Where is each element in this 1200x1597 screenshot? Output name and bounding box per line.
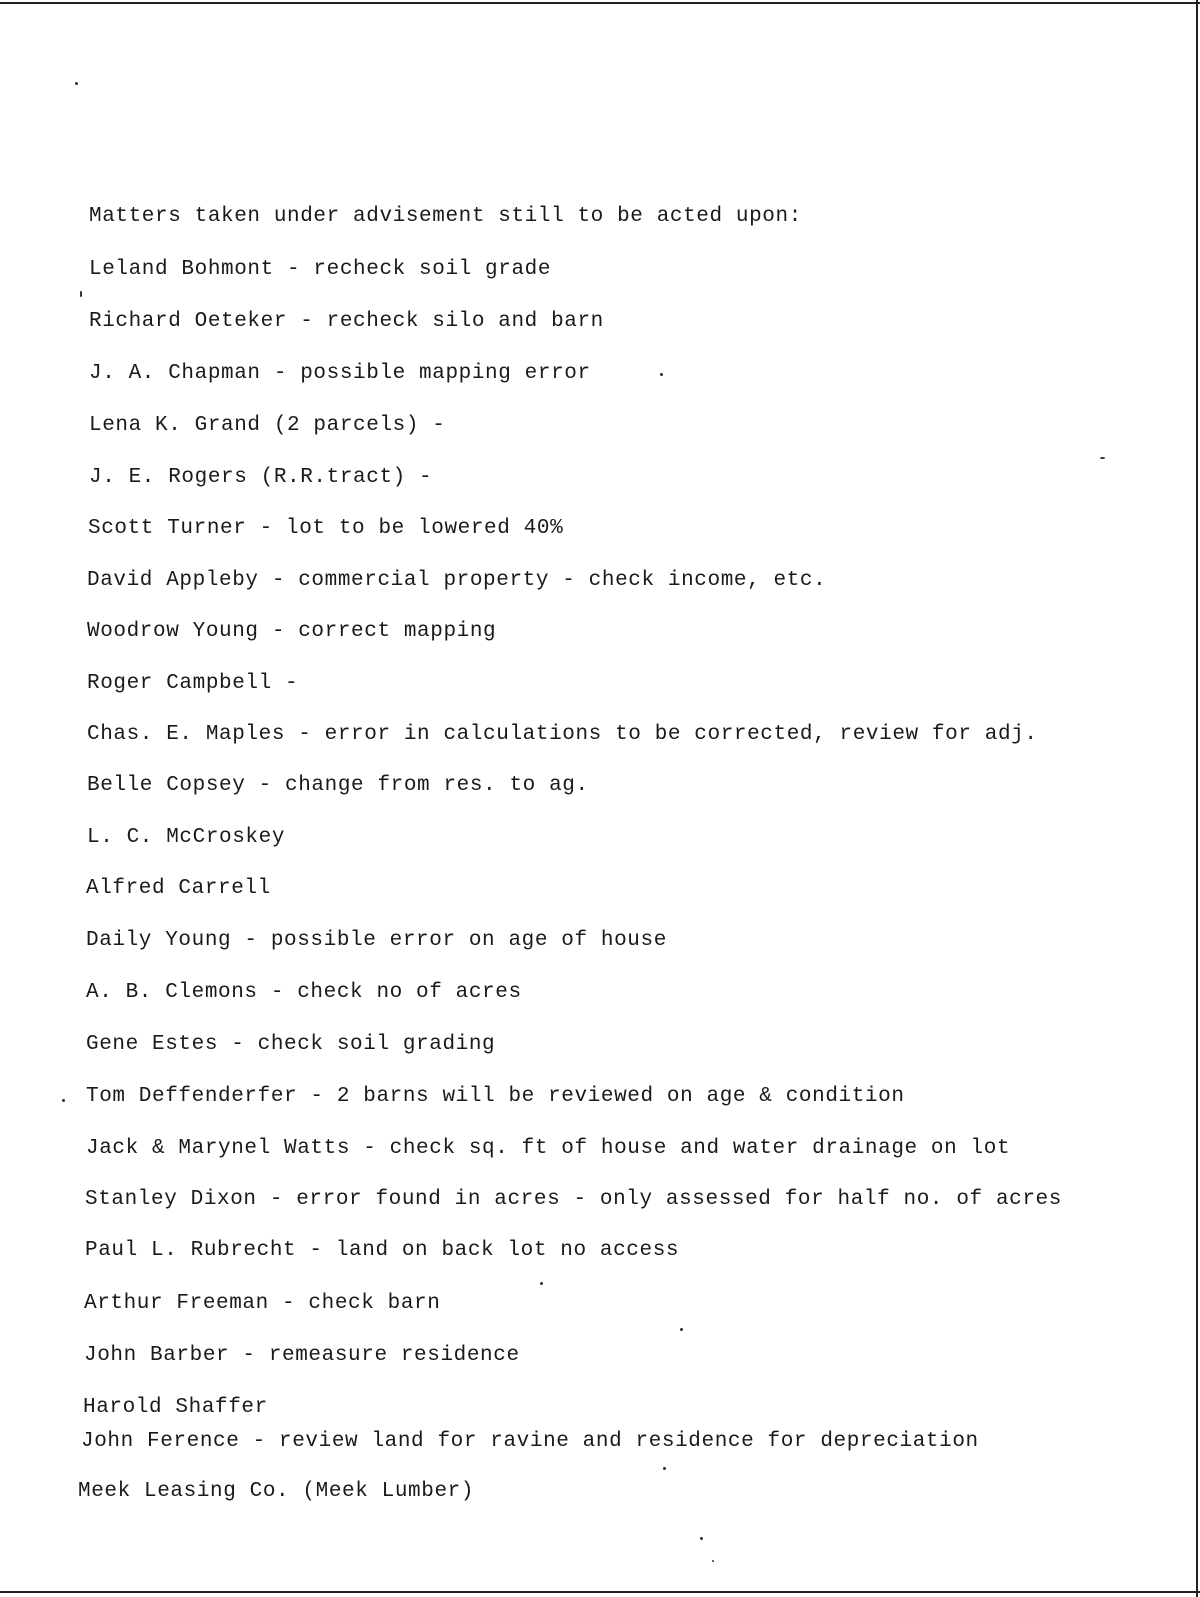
entry-line: Tom Deffenderfer - 2 barns will be reviewed on age & condition xyxy=(86,1085,905,1108)
entry-line: Alfred Carrell xyxy=(86,877,271,900)
entry-line: Scott Turner - lot to be lowered 40% xyxy=(88,517,564,540)
scan-speck xyxy=(663,1467,666,1470)
entry-line: Meek Leasing Co. (Meek Lumber) xyxy=(78,1480,475,1503)
entry-line: John Ference - review land for ravine and residence for depreciation xyxy=(81,1430,979,1453)
entry-line: J. A. Chapman - possible mapping error xyxy=(89,362,591,385)
entry-line: Jack & Marynel Watts - check sq. ft of house and water drainage on lot xyxy=(86,1137,1011,1160)
page-border-bottom xyxy=(0,1591,1200,1593)
page-border-right xyxy=(1196,0,1198,1597)
entry-line: David Appleby - commercial property - check income, etc. xyxy=(87,569,827,592)
entry-line: Belle Copsey - change from res. to ag. xyxy=(87,774,589,797)
entry-line: Leland Bohmont - recheck soil grade xyxy=(89,258,552,281)
entry-line: A. B. Clemons - check no of acres xyxy=(86,981,522,1004)
scan-speck xyxy=(62,1099,65,1102)
scan-speck xyxy=(680,1328,683,1331)
scan-speck xyxy=(75,82,78,85)
entry-line: Lena K. Grand (2 parcels) - xyxy=(89,414,446,437)
scan-speck xyxy=(80,291,82,297)
entry-line: Daily Young - possible error on age of house xyxy=(86,929,667,952)
scan-speck xyxy=(1100,457,1105,459)
entry-line: Stanley Dixon - error found in acres - only assessed for half no. of acres xyxy=(85,1188,1062,1211)
entry-line: Paul L. Rubrecht - land on back lot no access xyxy=(85,1239,680,1262)
entry-line: J. E. Rogers (R.R.tract) - xyxy=(89,466,433,489)
entry-line: Gene Estes - check soil grading xyxy=(86,1033,496,1056)
entry-line: L. C. McCroskey xyxy=(87,826,286,849)
entry-line: Richard Oeteker - recheck silo and barn xyxy=(89,310,604,333)
entry-line: Chas. E. Maples - error in calculations to be corrected, review for adj. xyxy=(87,723,1038,746)
entry-line: Arthur Freeman - check barn xyxy=(84,1292,441,1315)
scan-speck xyxy=(712,1560,714,1562)
entry-line: Harold Shaffer xyxy=(83,1396,268,1419)
document-heading: Matters taken under advisement still to be acted upon: xyxy=(89,205,802,228)
entry-line: Roger Campbell - xyxy=(87,672,299,695)
scan-speck xyxy=(540,1282,543,1285)
entry-line: John Barber - remeasure residence xyxy=(84,1344,520,1367)
page-border-top xyxy=(0,2,1200,4)
scan-speck xyxy=(660,373,663,376)
scan-speck xyxy=(700,1537,703,1540)
entry-line: Woodrow Young - correct mapping xyxy=(87,620,497,643)
